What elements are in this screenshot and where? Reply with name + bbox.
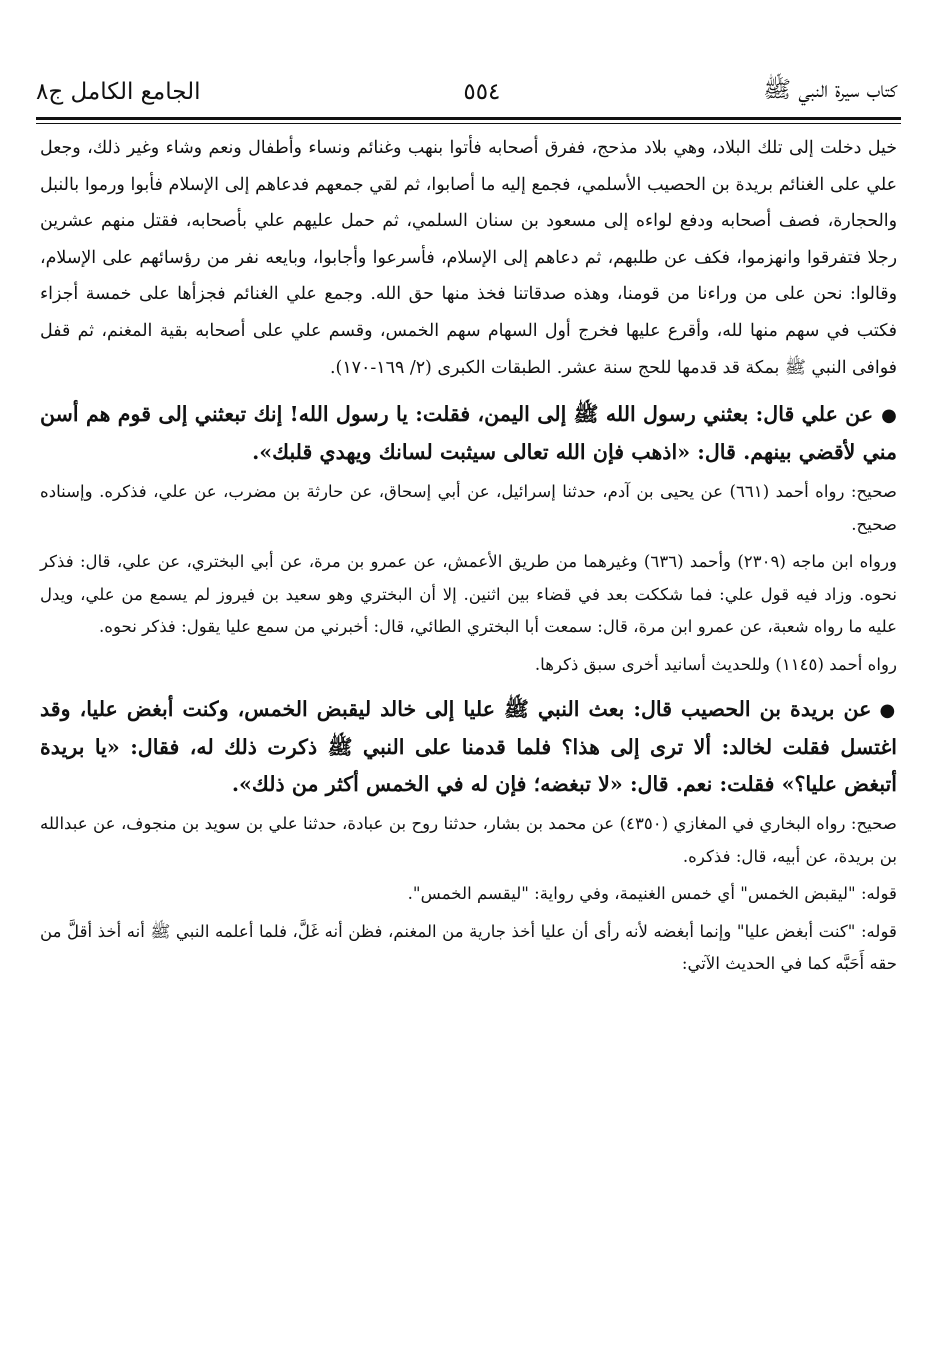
hadith-paragraph xyxy=(40,396,897,471)
hadith-text: عن علي قال: بعثني رسول الله ﷺ إلى اليمن، فقلت: يا رسول الله! إنك تبعثني إلى قوم هم أسن مني لأقضي بينهم. قال: «اذهب فإن الله تعالى سيثبت لسانك ويهدي قلبك». xyxy=(40,402,897,465)
takhrij-note: صحيح: رواه البخاري في المغازي (٤٣٥٠) عن محمد بن بشار، حدثنا روح بن عبادة، حدثنا علي بن سويد بن منجوف، عن عبدالله بن بريدة، عن أبيه، قال: فذكره. xyxy=(40,814,897,866)
page-header xyxy=(36,70,897,114)
explanation-note: قوله: "كنت أبغض عليا" وإنما أبغضه لأنه رأى أن عليا أخذ جارية من المغنم، فظن أنه غَلَّ، فلما أعلمه النبي ﷺ أنه أخذ أقلَّ من حقه أَحَبَّه كما في الحديث الآتي: xyxy=(40,921,897,974)
header-book-title: كتاب سيرة النبي ﷺ xyxy=(763,77,897,103)
explanation-note: قوله: "ليقبض الخمس" أي خمس الغنيمة، وفي رواية: "ليقسم الخمس". xyxy=(407,884,897,904)
header-page-number: ٥٥٤ xyxy=(463,79,501,105)
header-double-rule xyxy=(36,117,901,124)
bullet-icon: ● xyxy=(879,700,897,722)
narrative-paragraph: خيل دخلت إلى تلك البلاد، وهي بلاد مذحج، ففرق أصحابه فأتوا بنهب وغنائم ونساء وأطفال ونعم وشاء وغير ذلك، وجعل علي على الغنائم بريدة بن الحصيب الأسلمي، فجمع إليه ما أصابوا، ثم لقي جمعهم فدعاهم إلى الإسلام فأبوا ورموا بالنبل والحجارة، فصف أصحابه ودفع لواءه إلى مسعود بن سنان السلمي، ثم حمل عليهم علي بأصحابه، فقتل منهم عشرين رجلا فتفرقوا وانهزموا، فكف عن طلبهم، ثم دعاهم إلى الإسلام، فأسرعوا وأجابوا، وبايعه نفر من رؤسائهم على الإسلام، وقالوا: نحن على من وراءنا من قومنا، وهذه صدقاتنا فخذ منها حق الله. وجمع علي الغنائم فجزأها على خمسة أجزاء فكتب في سهم منها لله، وأقرع عليها فخرج أول السهام سهم الخمس، وقسم علي على أصحابه بقية المغنم، ثم قفل فوافى النبي ﷺ بمكة قد قدمها للحج سنة عشر. الطبقات الكبرى (٢/ ١٦٩-١٧٠). xyxy=(40,138,897,378)
hadith-text: عن بريدة بن الحصيب قال: بعث النبي ﷺ عليا إلى خالد ليقبض الخمس، وكنت أبغض عليا، وقد اغتسل فقلت لخالد: ألا ترى إلى هذا؟ فلما قدمنا على النبي ﷺ ذكرت ذلك له، فقال: «يا بريدة أتبغض عليا؟» فقلت: نعم. قال: «لا تبغضه؛ فإن له في الخمس أكثر من ذلك». xyxy=(40,697,897,797)
bullet-icon: ● xyxy=(881,405,897,427)
hadith-paragraph xyxy=(40,691,897,803)
takhrij-note: رواه أحمد (١١٤٥) وللحديث أسانيد أخرى سبق ذكرها. xyxy=(534,654,897,674)
header-volume-title: الجامع الكامل ج٨ xyxy=(36,79,201,105)
takhrij-note: صحيح: رواه أحمد (٦٦١) عن يحيى بن آدم، حدثنا إسرائيل، عن أبي إسحاق، عن حارثة بن مضرب، عن علي، فذكره. وإسناده صحيح. xyxy=(40,482,897,534)
page-body xyxy=(40,124,897,981)
takhrij-note: ورواه ابن ماجه (٢٣٠٩) وأحمد (٦٣٦) وغيرهما من طريق الأعمش، عن عمرو بن مرة، عن أبي البختري، عن علي، قال: فذكر نحوه. وزاد فيه قول علي: فما شككت بعد في قضاء بين اثنين. إلا أن البختري وهو سعيد بن فيروز لم يسمع من علي، ويدل عليه ما رواه شعبة، عن عمرو ابن مرة، قال: سمعت أبا البختري الطائي، قال: أخبرني من سمع عليا يقول: فذكر نحوه. xyxy=(40,552,897,637)
